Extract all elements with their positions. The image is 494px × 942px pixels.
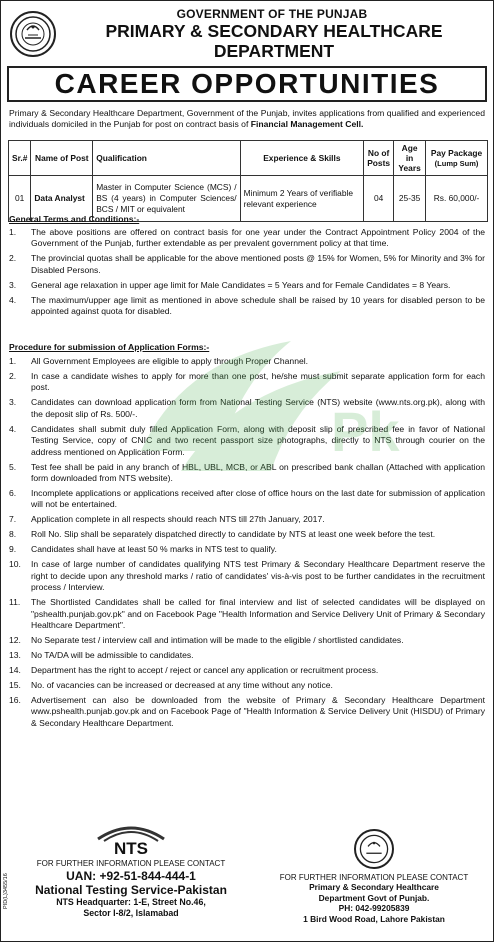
procedure-item <box>9 597 485 631</box>
terms-item-text: The maximum/upper age limit as mentioned in above schedule shall be raised by 10 years for disabled person to be appointed against quota for disabled. <box>31 294 485 317</box>
intro-text: Primary & Secondary Healthcare Department, Government of the Punjab, invites applications from qualified and experienced individuals domiciled in the Punjab for post on contract basis of <box>9 108 485 129</box>
header-age: Age in Years <box>394 141 426 176</box>
procedure-item <box>9 462 485 485</box>
publication-code: PID(L)3455/16 <box>3 873 9 909</box>
procedure-item-text: No. of vacancies can be increased or decreased at any time without any notice. <box>31 680 333 691</box>
terms-heading: General Terms and Conditions:- <box>9 214 140 224</box>
career-banner: CAREER OPPORTUNITIES <box>7 66 487 102</box>
department-contact-block <box>263 829 485 924</box>
procedure-item <box>9 424 485 458</box>
procedure-item-number: 16. <box>9 695 21 706</box>
header-pay <box>426 141 488 176</box>
procedure-item <box>9 665 485 676</box>
header-pay-label: Pay Package <box>430 147 483 158</box>
procedure-item <box>9 559 485 593</box>
procedure-item <box>9 356 485 367</box>
header-sr: Sr.# <box>9 141 31 176</box>
intro-bold: Financial Management Cell. <box>250 119 364 129</box>
table-header-row <box>9 141 488 176</box>
terms-item <box>9 253 485 276</box>
terms-item-number: 3. <box>9 279 17 290</box>
cell-experience: Minimum 2 Years of verifiable relevant experience <box>240 176 364 222</box>
procedure-item-text: No TA/DA will be admissible to candidates. <box>31 650 194 661</box>
nts-org-name: National Testing Service-Pakistan <box>35 883 227 897</box>
procedure-item-number: 13. <box>9 650 21 661</box>
watermark-text: Pk <box>331 400 400 463</box>
header-post: Name of Post <box>31 141 93 176</box>
procedure-item-number: 4. <box>9 423 17 434</box>
cell-sr: 01 <box>9 176 31 222</box>
dept-name-line1: Primary & Secondary Healthcare <box>309 882 439 892</box>
punjab-emblem-icon <box>10 11 56 57</box>
procedure-item-number: 12. <box>9 635 21 646</box>
intro-paragraph <box>9 108 485 130</box>
terms-item-text: The above positions are offered on contract basis for one year under the Contract Appointment Policy 2004 of the Government of the Punjab, further extendable as per prevalent government policy at that time. <box>31 227 485 249</box>
header-pay-sub: (Lump Sum) <box>434 158 479 168</box>
procedure-item <box>9 680 485 691</box>
procedure-item-number: 6. <box>9 488 17 499</box>
terms-item-number: 2. <box>9 253 17 264</box>
terms-item-text: General age relaxation in upper age limit for Male Candidates = 5 Years and for Female Candidates = 8 Years. <box>31 279 451 290</box>
dept-contact-label: FOR FURTHER INFORMATION PLEASE CONTACT <box>279 873 469 882</box>
punjab-emblem-small-icon <box>354 829 394 869</box>
procedure-item-text: Candidates shall have at least 50 % marks in NTS test to qualify. <box>31 544 277 555</box>
department-title-line1: PRIMARY & SECONDARY HEALTHCARE <box>105 21 443 41</box>
procedure-item-text: Test fee shall be paid in any branch of HBL, UBL, MCB, or ABL on prescribed bank challan (Attached with application form downloaded from NTS website). <box>31 461 485 484</box>
terms-item <box>9 295 485 318</box>
procedure-item <box>9 695 485 729</box>
procedure-item-number: 14. <box>9 665 21 676</box>
terms-list <box>9 227 485 321</box>
procedure-item-number: 10. <box>9 559 21 570</box>
cell-qualification: Master in Computer Science (MCS) / BS (4 years) in Computer Sciences/ BCS / MIT or equivalent <box>93 176 240 222</box>
procedure-item <box>9 371 485 394</box>
procedure-item-number: 11. <box>9 597 21 608</box>
nts-contact-label: FOR FURTHER INFORMATION PLEASE CONTACT <box>36 859 226 868</box>
terms-item-text: The provincial quotas shall be applicable for the above mentioned posts @ 15% for Women, 5% for Minority and 3% for Disabled Persons. <box>31 253 485 275</box>
terms-item <box>9 227 485 250</box>
procedure-item-text: Application complete in all respects should reach NTS till 27th January, 2017. <box>31 514 325 525</box>
procedure-item-text: Department has the right to accept / reject or cancel any application or recruitment process. <box>31 665 379 676</box>
procedure-item-number: 15. <box>9 680 21 691</box>
procedure-heading: Procedure for submission of Application Forms:- <box>9 342 210 352</box>
procedure-item-number: 1. <box>9 356 17 366</box>
nts-logo <box>88 819 174 857</box>
dept-name-line2: Department Govt of Punjab. <box>318 892 430 903</box>
procedure-item-text: Advertisement can also be downloaded from the website of Primary & Secondary Healthcare Department www.pshealth.punjab.gov.pk and on Facebook Page of "Health Information & Service Delivery Unit (HISDU) of Primary & Secondary Healthcare Department. <box>31 695 485 728</box>
cell-pay: Rs. 60,000/- <box>426 176 488 222</box>
procedure-item-text: Candidates can download application form from National Testing Service (NTS) website (www.nts.org.pk), along with the deposit slip of Rs. 500/-. <box>31 397 485 419</box>
procedure-item-number: 2. <box>9 371 17 381</box>
nts-logo-text: NTS <box>114 839 148 857</box>
procedure-item-text: In case of large number of candidates qualifying NTS test Primary & Secondary Healthcare Department reserve the right to decide upon any threshold marks / ratio of candidates' vis-à-vis post to be further candidates in the recruitment process / Interview. <box>31 559 485 593</box>
procedure-item <box>9 635 485 646</box>
procedure-item-number: 7. <box>9 514 17 525</box>
procedure-item <box>9 397 485 420</box>
procedure-item-text: The Shortlisted Candidates shall be called for final interview and list of selected candidates will be displayed on "pshealth.punjab.gov.pk" and on Facebook Page "Health Information and Service Delivery Unit of Primary & Secondary Healthcare Department". <box>31 597 485 631</box>
procedure-item-text: In case a candidate wishes to apply for more than one post, he/she must submit separate application form for each post. <box>31 371 485 393</box>
procedure-item-text: No Separate test / interview call and intimation will be made to the eligible / shortlisted candidates. <box>31 635 404 646</box>
jobs-table <box>8 140 488 222</box>
procedure-item <box>9 488 485 511</box>
dept-address: 1 Bird Wood Road, Lahore Pakistan <box>303 913 445 924</box>
procedure-item <box>9 544 485 555</box>
procedure-list <box>9 356 485 733</box>
terms-item-number: 4. <box>9 294 17 305</box>
procedure-item-number: 3. <box>9 397 17 408</box>
header-qualification: Qualification <box>93 141 240 176</box>
nts-uan: UAN: +92-51-844-444-1 <box>66 869 196 883</box>
nts-contact-block <box>31 819 231 919</box>
dept-phone: PH: 042-99205839 <box>338 903 410 914</box>
terms-item-number: 1. <box>9 227 17 237</box>
procedure-item <box>9 650 485 661</box>
procedure-item-number: 9. <box>9 544 17 555</box>
department-title-line2: DEPARTMENT <box>213 41 335 61</box>
procedure-item-text: Candidates shall submit duly filled Application Form, along with deposit slip of prescribed fee in favor of National Testing Service, copy of CNIC and two recent passport size photographs, directly to NTS through courier on the address mentioned on Application Form. <box>31 423 485 457</box>
nts-hq-sector: Sector I-8/2, Islamabad <box>83 908 179 918</box>
procedure-item-text: All Government Employees are eligible to apply through Proper Channel. <box>31 356 309 366</box>
procedure-item-number: 5. <box>9 461 17 472</box>
cell-post: Data Analyst <box>31 176 93 222</box>
terms-item <box>9 280 485 291</box>
government-title: GOVERNMENT OF THE PUNJAB <box>176 7 368 21</box>
nts-hq-address: NTS Headquarter: 1-E, Street No.46, <box>56 897 206 907</box>
cell-age: 25-35 <box>394 176 426 222</box>
header-posts: No of Posts <box>364 141 394 176</box>
procedure-item-text: Incomplete applications or applications received after close of office hours on the last date for submission of application will not be entertained. <box>31 488 485 510</box>
procedure-item-number: 8. <box>9 529 17 540</box>
procedure-item-text: Roll No. Slip shall be separately dispatched directly to candidate by NTS at least one week before the test. <box>31 529 436 540</box>
cell-posts: 04 <box>364 176 394 222</box>
procedure-item <box>9 529 485 540</box>
header-experience: Experience & Skills <box>240 141 364 176</box>
procedure-item <box>9 514 485 525</box>
